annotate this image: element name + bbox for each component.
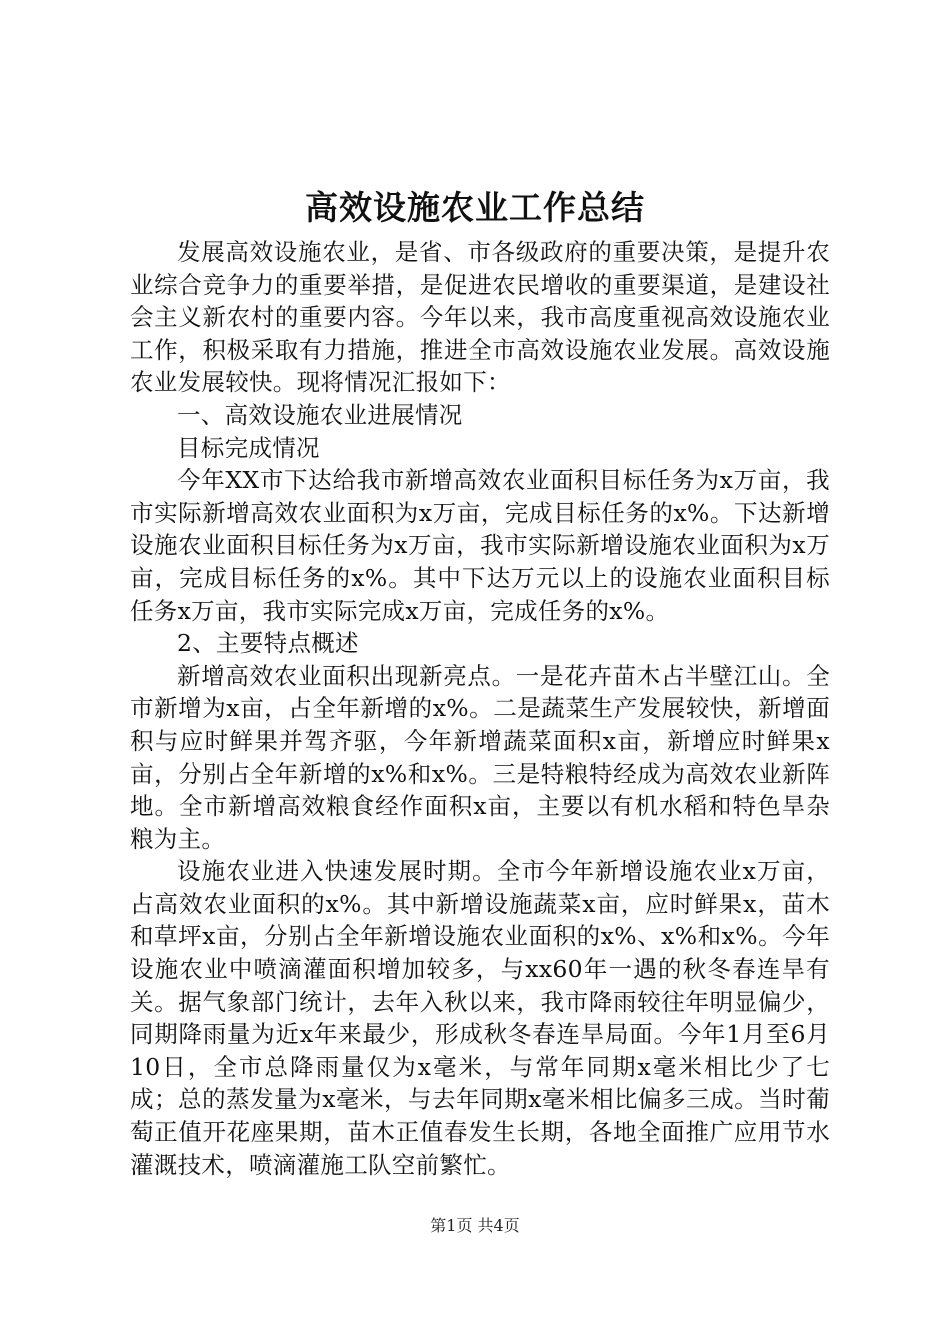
document-body — [130, 236, 830, 1181]
intro-paragraph: 发展高效设施农业，是省、市各级政府的重要决策，是提升农业综合竞争力的重要举措，是促进农民增收的重要渠道，是建设社会主义新农村的重要内容。今年以来，我市高度重视高效设施农业工作，积极采取有力措施，推进全市高效设施农业发展。高效设施农业发展较快。现将情况汇报如下： — [130, 238, 830, 397]
facility-agriculture-paragraph: 设施农业进入快速发展时期。全市今年新增设施农业x万亩，占高效农业面积的x%。其中新增设施蔬菜x亩，应时鲜果x，苗木和草坪x亩，分别占全年新增设施农业面积的x%、x%和x%。今年设施农业中喷滴灌面积增加较多，与xx60年一遇的秋冬春连旱有关。据气象部门统计，去年入秋以来，我市降雨较往年明显偏少，同期降雨量为近x年来最少，形成秋冬春连旱局面。今年1月至6月10日，全市总降雨量仅为x毫米，与常年同期x毫米相比少了七成；总的蒸发量为x毫米，与去年同期x毫米相比偏多三成。当时葡萄正值开花座果期，苗木正值春发生长期，各地全面推广应用节水灌溉技术，喷滴灌施工队空前繁忙。 — [130, 857, 830, 1179]
page-footer — [0, 1215, 950, 1237]
subheading-target-completion: 目标完成情况 — [177, 433, 320, 462]
document-title: 高效设施农业工作总结 — [305, 188, 645, 227]
page-number: 第1页 共4页 — [430, 1216, 520, 1235]
section-heading-progress: 一、高效设施农业进展情况 — [177, 400, 463, 429]
target-completion-paragraph: 今年XX市下达给我市新增高效农业面积目标任务为x万亩，我市实际新增高效农业面积为x万亩，完成目标任务的x%。下达新增设施农业面积目标任务为x万亩，我市实际新增设施农业面积为x万亩，完成目标任务的x%。其中下达万元以上的设施农业面积目标任务x万亩，我市实际完成x万亩，完成任务的x%。 — [130, 466, 830, 625]
subheading-main-features: 2、主要特点概述 — [177, 629, 359, 658]
new-highlights-paragraph: 新增高效农业面积出现新亮点。一是花卉苗木占半壁江山。全市新增为x亩，占全年新增的x%。二是蔬菜生产发展较快，新增面积与应时鲜果并驾齐驱，今年新增蔬菜面积x亩，新增应时鲜果x亩，分别占全年新增的x%和x%。三是特粮特经成为高效农业新阵地。全市新增高效粮食经作面积x亩，主要以有机水稻和特色旱杂粮为主。 — [130, 661, 830, 853]
